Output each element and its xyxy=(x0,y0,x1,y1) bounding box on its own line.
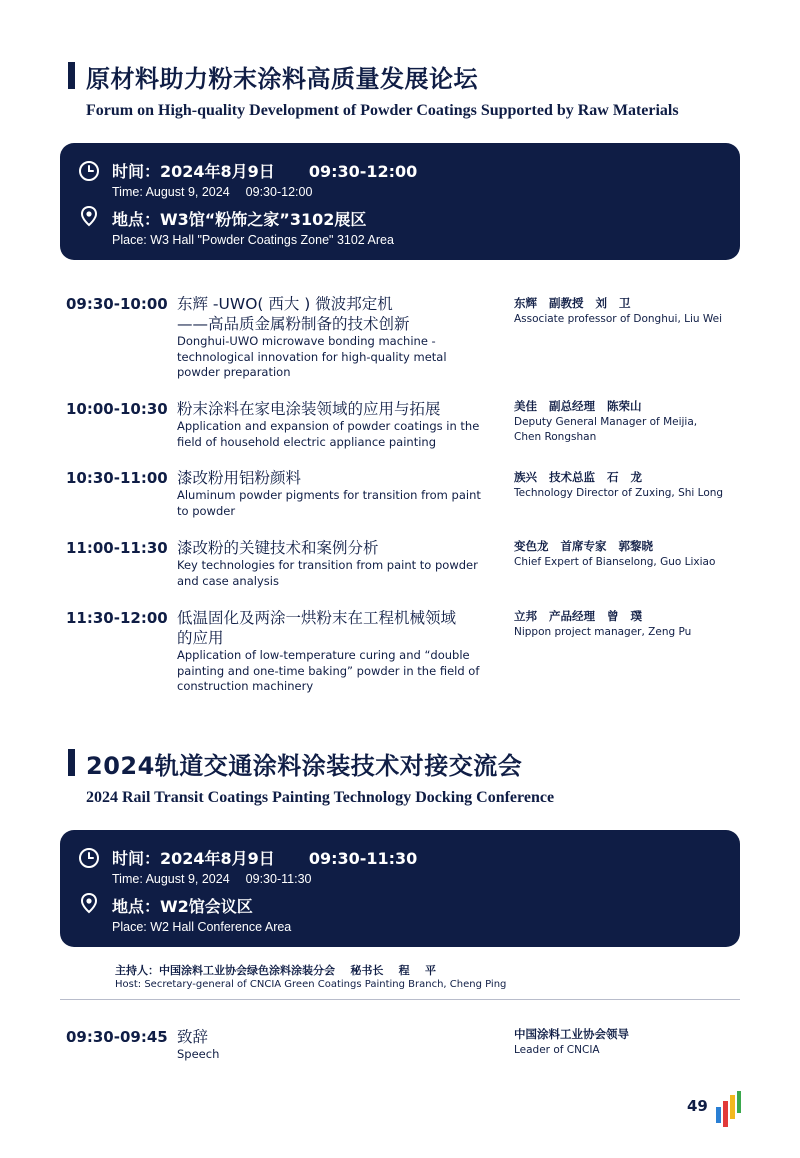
host-en: Host: Secretary-general of CNCIA Green Coatings Painting Branch, Cheng Ping xyxy=(115,979,507,990)
speaker-en: Technology Director of Zuxing, Shi Long xyxy=(514,487,724,499)
host-zh: 主持人：中国涂料工业协会绿色涂料涂装分会 秘书长 程 平 xyxy=(115,964,436,977)
agenda-speaker xyxy=(514,537,744,570)
session-place-en: Place: W3 Hall "Powder Coatings Zone" 3102 Area xyxy=(112,233,394,247)
speaker-zh: 变色龙 首席专家 郭黎晓 xyxy=(514,539,654,553)
speaker-en: Chief Expert of Bianselong, Guo Lixiao xyxy=(514,556,716,568)
session-info-box xyxy=(60,830,740,947)
clock-icon xyxy=(78,847,100,869)
agenda-time: 10:00-10:30 xyxy=(66,400,168,418)
section-title-zh: 原材料助力粉末涂料高质量发展论坛 xyxy=(86,65,478,93)
agenda-topic xyxy=(177,1027,502,1063)
session-info-box xyxy=(60,143,740,260)
agenda-topic-en: Donghui-UWO microwave bonding machine - technological innovation for high-quality metal powder preparation xyxy=(177,334,447,379)
speaker-zh: 美佳 副总经理 陈荣山 xyxy=(514,399,642,413)
speaker-en: Leader of CNCIA xyxy=(514,1044,600,1056)
section-title-en: Forum on High-quality Development of Powder Coatings Supported by Raw Materials xyxy=(86,102,679,119)
agenda-time: 10:30-11:00 xyxy=(66,469,168,487)
agenda-speaker xyxy=(514,1025,744,1058)
clock-icon xyxy=(78,160,100,182)
session-time-en: Time: August 9, 2024 09:30-11:30 xyxy=(112,872,312,886)
agenda-topic-en: Application and expansion of powder coatings in the field of household electric appliance painting xyxy=(177,419,480,449)
session-place-zh: 地点：W3馆“粉饰之家”3102展区 xyxy=(112,210,367,229)
section-marker-bar xyxy=(68,62,75,89)
speaker-zh: 族兴 技术总监 石 龙 xyxy=(514,470,643,484)
agenda-topic-zh: 低温固化及两涂一烘粉末在工程机械领域 的应用 xyxy=(177,609,457,647)
agenda-speaker xyxy=(514,294,744,327)
location-pin-icon xyxy=(78,205,100,227)
agenda-topic-en: Aluminum powder pigments for transition from paint to powder xyxy=(177,488,481,518)
agenda-topic xyxy=(177,468,502,519)
session-time-en: Time: August 9, 2024 09:30-12:00 xyxy=(112,185,313,199)
speaker-en: Nippon project manager, Zeng Pu xyxy=(514,626,692,638)
agenda-topic-zh: 东辉 -UWO( 西大 ) 微波邦定机 ——高品质金属粉制备的技术创新 xyxy=(177,295,410,333)
session-place-en: Place: W2 Hall Conference Area xyxy=(112,920,292,934)
speaker-zh: 中国涂料工业协会领导 xyxy=(514,1027,629,1041)
speaker-zh: 立邦 产品经理 曾 璞 xyxy=(514,609,643,623)
agenda-topic xyxy=(177,399,502,450)
agenda-topic xyxy=(177,294,502,381)
logo-mark xyxy=(714,1089,742,1131)
agenda-time: 11:30-12:00 xyxy=(66,609,168,627)
agenda-time: 09:30-10:00 xyxy=(66,295,168,313)
agenda-topic-zh: 粉末涂料在家电涂装领域的应用与拓展 xyxy=(177,400,441,418)
agenda-topic-zh: 漆改粉用铝粉颜料 xyxy=(177,469,302,487)
session-place-zh: 地点：W2馆会议区 xyxy=(112,897,253,916)
agenda-speaker xyxy=(514,607,744,640)
section-marker-bar xyxy=(68,749,75,776)
agenda-topic-en: Speech xyxy=(177,1047,220,1061)
page-number: 49 xyxy=(687,1097,708,1115)
agenda-topic-en: Application of low-temperature curing and “double painting and one-time baking” powder in the field of construction machinery xyxy=(177,648,480,693)
agenda-time: 11:00-11:30 xyxy=(66,539,168,557)
speaker-en: Associate professor of Donghui, Liu Wei xyxy=(514,313,723,325)
session-time-zh: 时间：2024年8月9日 09:30-11:30 xyxy=(112,849,418,868)
agenda-topic-en: Key technologies for transition from paint to powder and case analysis xyxy=(177,558,478,588)
section-title-zh: 2024轨道交通涂料涂装技术对接交流会 xyxy=(86,752,523,780)
agenda-speaker xyxy=(514,468,744,501)
agenda-time: 09:30-09:45 xyxy=(66,1028,168,1046)
agenda-topic xyxy=(177,538,502,589)
divider xyxy=(60,999,740,1000)
agenda-topic xyxy=(177,608,502,695)
section-title-en: 2024 Rail Transit Coatings Painting Technology Docking Conference xyxy=(86,789,555,806)
agenda-speaker xyxy=(514,397,744,445)
speaker-zh: 东辉 副教授 刘 卫 xyxy=(514,296,631,310)
session-time-zh: 时间：2024年8月9日 09:30-12:00 xyxy=(112,162,418,181)
speaker-en: Deputy General Manager of Meijia, Chen Rongshan xyxy=(514,416,698,443)
agenda-topic-zh: 致辞 xyxy=(177,1028,209,1046)
location-pin-icon xyxy=(78,892,100,914)
agenda-topic-zh: 漆改粉的关键技术和案例分析 xyxy=(177,539,379,557)
